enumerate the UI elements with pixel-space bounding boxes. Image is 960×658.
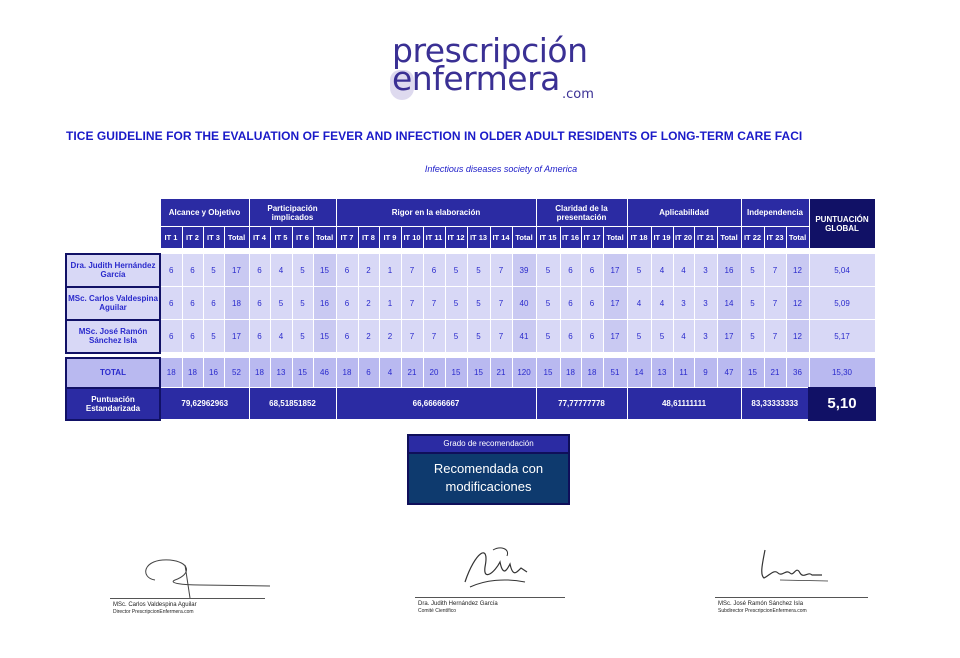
global-score-header: PUNTUACIÓN GLOBAL — [809, 199, 875, 249]
item-header: IT 22 — [741, 227, 764, 249]
total-cell: 18 — [160, 358, 182, 388]
score-cell: 5 — [203, 254, 224, 287]
score-cell: 7 — [490, 320, 512, 353]
score-cell: 6 — [336, 287, 358, 320]
score-cell: 7 — [401, 320, 423, 353]
score-cell: 6 — [182, 320, 203, 353]
total-cell: 15 — [467, 358, 490, 388]
score-cell: 5 — [292, 287, 313, 320]
score-cell: 5 — [741, 287, 764, 320]
total-cell: 4 — [379, 358, 401, 388]
item-header: IT 18 — [627, 227, 651, 249]
recommendation-value: Recomendada con modificaciones — [409, 454, 568, 503]
score-cell: 4 — [651, 287, 673, 320]
section-header: Rigor en la elaboración — [336, 199, 536, 227]
score-cell: 5 — [292, 320, 313, 353]
signature-role: Comité Científico — [418, 608, 457, 614]
signature-image — [130, 550, 270, 600]
total-cell: 15 — [536, 358, 560, 388]
score-cell: 17 — [224, 320, 249, 353]
total-cell: 15 — [445, 358, 467, 388]
score-cell: 6 — [581, 254, 603, 287]
score-cell: 7 — [401, 287, 423, 320]
score-cell: 12 — [786, 254, 809, 287]
item-header: IT 15 — [536, 227, 560, 249]
total-cell: 18 — [336, 358, 358, 388]
score-cell: 6 — [581, 320, 603, 353]
global-score-cell: 5,04 — [809, 254, 875, 287]
signature-block — [110, 545, 270, 625]
item-header: IT 20 — [673, 227, 694, 249]
signature-image — [750, 545, 830, 590]
site-logo — [384, 32, 614, 104]
item-header: IT 12 — [445, 227, 467, 249]
score-cell: 17 — [603, 320, 627, 353]
section-header: Alcance y Objetivo — [160, 199, 249, 227]
score-cell: 3 — [694, 287, 717, 320]
total-cell: 47 — [717, 358, 741, 388]
score-cell: 1 — [379, 287, 401, 320]
recommendation-box — [407, 434, 570, 505]
logo-line-1: prescripción — [392, 31, 588, 70]
total-cell: 120 — [512, 358, 536, 388]
evaluator-row — [66, 320, 875, 353]
score-cell: 17 — [224, 254, 249, 287]
score-cell: 5 — [292, 254, 313, 287]
signature-name: Dra. Judith Hernández García — [418, 601, 498, 607]
score-cell: 6 — [560, 287, 581, 320]
section-header: Independencia — [741, 199, 809, 227]
total-cell: 13 — [651, 358, 673, 388]
score-cell: 5 — [627, 254, 651, 287]
signature-block — [415, 540, 575, 620]
item-header: Total — [717, 227, 741, 249]
item-header: IT 6 — [292, 227, 313, 249]
evaluator-name: MSc. José Ramón Sánchez Isla — [66, 320, 160, 353]
item-header: IT 16 — [560, 227, 581, 249]
total-cell: 9 — [694, 358, 717, 388]
score-cell: 4 — [673, 320, 694, 353]
score-cell: 5 — [627, 320, 651, 353]
score-cell: 2 — [358, 254, 379, 287]
score-cell: 6 — [336, 320, 358, 353]
score-cell: 6 — [249, 254, 270, 287]
total-cell: 18 — [560, 358, 581, 388]
score-cell: 6 — [249, 320, 270, 353]
total-cell: 18 — [249, 358, 270, 388]
total-cell: 20 — [423, 358, 445, 388]
total-cell: 46 — [313, 358, 336, 388]
score-cell: 5 — [445, 254, 467, 287]
score-cell: 6 — [160, 254, 182, 287]
score-cell: 4 — [651, 254, 673, 287]
total-cell: 52 — [224, 358, 249, 388]
score-cell: 5 — [445, 320, 467, 353]
global-score-cell: 5,17 — [809, 320, 875, 353]
total-cell: 13 — [270, 358, 292, 388]
score-cell: 2 — [358, 320, 379, 353]
standardized-score: 66,66666667 — [336, 388, 536, 420]
score-cell: 40 — [512, 287, 536, 320]
score-cell: 7 — [490, 254, 512, 287]
total-global-cell: 15,30 — [809, 358, 875, 388]
score-cell: 5 — [536, 287, 560, 320]
item-header: IT 4 — [249, 227, 270, 249]
item-header: IT 7 — [336, 227, 358, 249]
score-cell: 2 — [379, 320, 401, 353]
score-cell: 5 — [467, 287, 490, 320]
global-score-cell: 5,09 — [809, 287, 875, 320]
item-header: IT 17 — [581, 227, 603, 249]
score-cell: 39 — [512, 254, 536, 287]
score-cell: 6 — [560, 254, 581, 287]
score-cell: 5 — [270, 287, 292, 320]
item-header: IT 13 — [467, 227, 490, 249]
standardized-score: 79,62962963 — [160, 388, 249, 420]
item-header: Total — [224, 227, 249, 249]
signature-name: MSc. Carlos Valdespina Aguilar — [113, 602, 197, 608]
score-cell: 41 — [512, 320, 536, 353]
score-cell: 7 — [423, 320, 445, 353]
score-cell: 6 — [336, 254, 358, 287]
score-cell: 4 — [673, 254, 694, 287]
signature-image — [455, 542, 535, 594]
evaluator-row — [66, 287, 875, 320]
standardized-score: 77,77777778 — [536, 388, 627, 420]
evaluator-name: Dra. Judith Hernández García — [66, 254, 160, 287]
item-header: IT 21 — [694, 227, 717, 249]
score-cell: 5 — [651, 320, 673, 353]
total-cell: 6 — [358, 358, 379, 388]
standardized-score: 83,33333333 — [741, 388, 809, 420]
score-cell: 3 — [673, 287, 694, 320]
score-cell: 5 — [445, 287, 467, 320]
item-header: IT 11 — [423, 227, 445, 249]
score-cell: 7 — [423, 287, 445, 320]
score-cell: 6 — [160, 320, 182, 353]
item-header: Total — [603, 227, 627, 249]
score-cell: 6 — [160, 287, 182, 320]
score-cell: 6 — [182, 254, 203, 287]
score-cell: 1 — [379, 254, 401, 287]
score-cell: 5 — [536, 320, 560, 353]
item-header: IT 1 — [160, 227, 182, 249]
score-cell: 6 — [560, 320, 581, 353]
total-cell: 36 — [786, 358, 809, 388]
total-cell: 21 — [490, 358, 512, 388]
score-cell: 5 — [741, 320, 764, 353]
score-cell: 5 — [467, 320, 490, 353]
score-cell: 5 — [536, 254, 560, 287]
signature-role: Subdirector PrescripcionEnfermera.com — [718, 608, 807, 614]
total-cell: 14 — [627, 358, 651, 388]
score-cell: 5 — [203, 320, 224, 353]
item-header: Total — [313, 227, 336, 249]
logo-line-2: enfermera — [392, 59, 560, 98]
total-cell: 21 — [401, 358, 423, 388]
signature-role: Director PrescripcionEnfermera.com — [113, 609, 194, 615]
evaluator-row — [66, 254, 875, 287]
total-cell: 11 — [673, 358, 694, 388]
section-header: Aplicabilidad — [627, 199, 741, 227]
section-header: Participación implicados — [249, 199, 336, 227]
standardized-label: Puntuación Estandarizada — [66, 388, 160, 420]
item-header: IT 19 — [651, 227, 673, 249]
score-cell: 3 — [694, 254, 717, 287]
score-cell: 6 — [581, 287, 603, 320]
section-header: Claridad de la presentación — [536, 199, 627, 227]
score-cell: 12 — [786, 287, 809, 320]
score-cell: 15 — [313, 254, 336, 287]
score-cell: 17 — [603, 254, 627, 287]
item-header: IT 14 — [490, 227, 512, 249]
evaluator-name: MSc. Carlos Valdespina Aguilar — [66, 287, 160, 320]
score-cell: 3 — [694, 320, 717, 353]
total-cell: 15 — [741, 358, 764, 388]
item-header: IT 9 — [379, 227, 401, 249]
score-cell: 14 — [717, 287, 741, 320]
score-cell: 17 — [603, 287, 627, 320]
score-cell: 16 — [717, 254, 741, 287]
score-cell: 6 — [249, 287, 270, 320]
signature-name: MSc. José Ramón Sánchez Isla — [718, 601, 804, 607]
recommendation-header: Grado de recomendación — [409, 436, 568, 452]
score-cell: 5 — [467, 254, 490, 287]
item-header: IT 10 — [401, 227, 423, 249]
score-cell: 6 — [423, 254, 445, 287]
item-header: Total — [786, 227, 809, 249]
score-cell: 18 — [224, 287, 249, 320]
score-cell: 12 — [786, 320, 809, 353]
score-cell: 5 — [741, 254, 764, 287]
item-header: IT 2 — [182, 227, 203, 249]
total-cell: 18 — [581, 358, 603, 388]
item-header: IT 8 — [358, 227, 379, 249]
item-header: IT 23 — [764, 227, 786, 249]
total-cell: 16 — [203, 358, 224, 388]
total-row — [66, 358, 875, 388]
total-cell: 21 — [764, 358, 786, 388]
score-cell: 7 — [401, 254, 423, 287]
score-cell: 7 — [764, 320, 786, 353]
score-cell: 6 — [182, 287, 203, 320]
document-subtitle: Infectious diseases society of America — [424, 164, 578, 174]
standardized-row — [66, 388, 875, 420]
standardized-score: 48,61111111 — [627, 388, 741, 420]
score-cell: 7 — [764, 287, 786, 320]
score-cell: 7 — [490, 287, 512, 320]
signature-block — [715, 540, 875, 620]
score-cell: 4 — [627, 287, 651, 320]
standardized-score: 68,51851852 — [249, 388, 336, 420]
final-global-score: 5,10 — [809, 388, 875, 420]
item-header: Total — [512, 227, 536, 249]
total-cell: 15 — [292, 358, 313, 388]
score-cell: 4 — [270, 254, 292, 287]
score-cell: 7 — [764, 254, 786, 287]
item-header: IT 3 — [203, 227, 224, 249]
score-cell: 15 — [313, 320, 336, 353]
document-title: TICE GUIDELINE FOR THE EVALUATION OF FEVER AND INFECTION IN OLDER ADULT RESIDENTS OF LONG-TERM CARE FACI — [66, 129, 803, 143]
total-cell: 18 — [182, 358, 203, 388]
score-cell: 16 — [313, 287, 336, 320]
score-cell: 17 — [717, 320, 741, 353]
score-cell: 4 — [270, 320, 292, 353]
total-cell: 51 — [603, 358, 627, 388]
logo-line-3: .com — [562, 87, 594, 102]
evaluation-table — [65, 198, 876, 421]
score-cell: 6 — [203, 287, 224, 320]
item-header: IT 5 — [270, 227, 292, 249]
total-label: TOTAL — [66, 358, 160, 388]
score-cell: 2 — [358, 287, 379, 320]
